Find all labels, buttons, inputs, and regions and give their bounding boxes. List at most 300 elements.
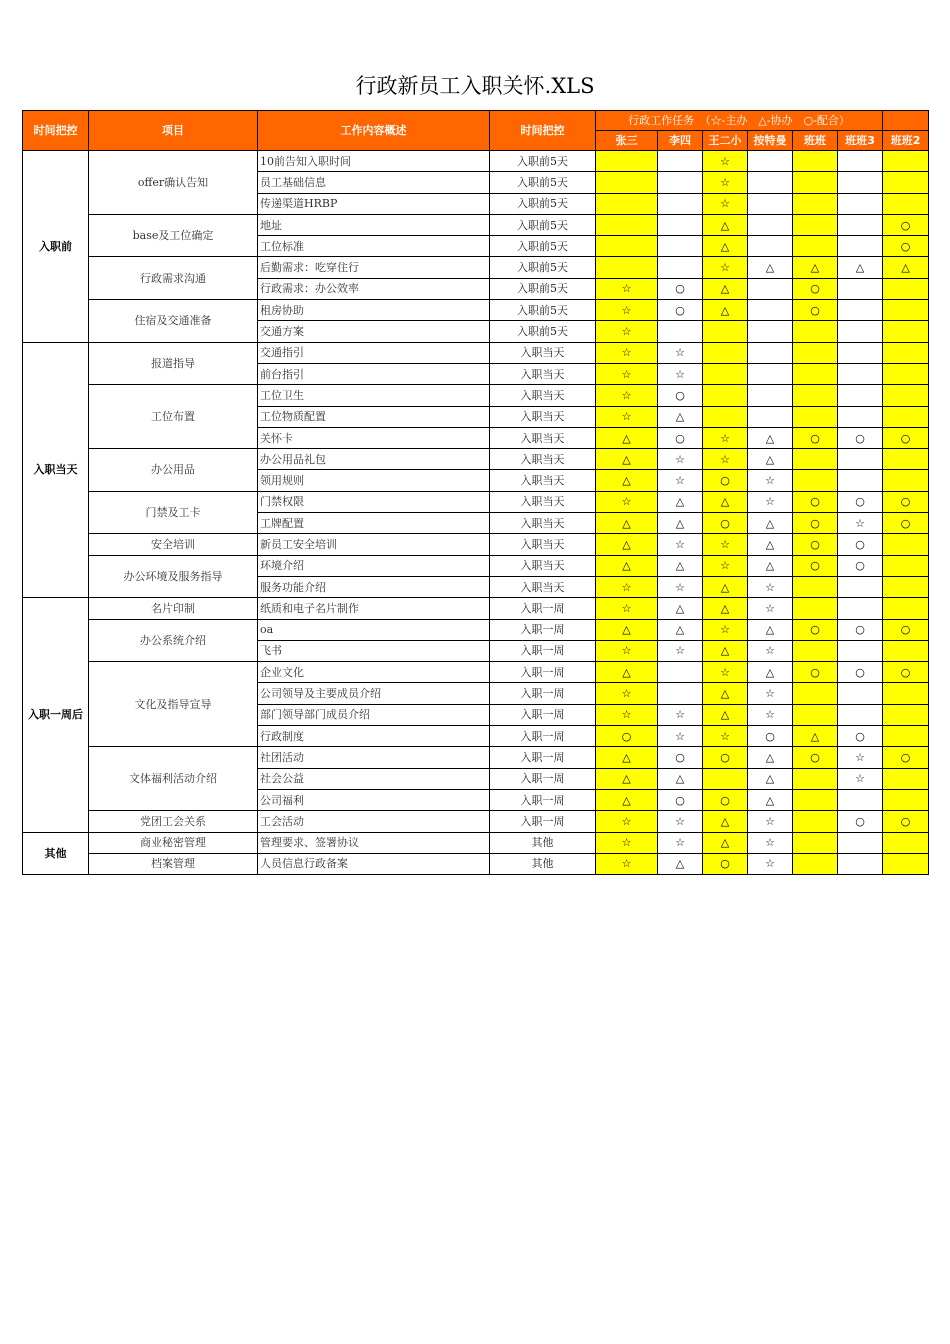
role-mark-cell xyxy=(883,576,929,597)
role-mark-cell: ○ xyxy=(658,747,703,768)
role-mark-cell: ☆ xyxy=(838,513,883,534)
role-mark-cell xyxy=(748,342,793,363)
description-cell: 行政制度 xyxy=(258,726,490,747)
role-mark-cell xyxy=(883,300,929,321)
item-cell: 行政需求沟通 xyxy=(89,257,258,300)
role-mark-cell xyxy=(838,193,883,214)
description-cell: 关怀卡 xyxy=(258,427,490,448)
table-row xyxy=(23,598,929,619)
role-mark-cell xyxy=(703,768,748,789)
role-mark-cell: ☆ xyxy=(596,491,658,512)
role-mark-cell xyxy=(596,236,658,257)
table-row xyxy=(23,214,929,235)
description-cell: 员工基础信息 xyxy=(258,172,490,193)
time-cell: 入职当天 xyxy=(490,427,596,448)
role-mark-cell xyxy=(883,321,929,342)
role-mark-cell xyxy=(883,193,929,214)
role-mark-cell: ○ xyxy=(838,811,883,832)
role-mark-cell xyxy=(883,768,929,789)
header-tasks-legend: 行政工作任务 （☆-主办 △-协办 ○-配合） xyxy=(596,111,883,131)
role-mark-cell xyxy=(793,172,838,193)
role-mark-cell: △ xyxy=(703,300,748,321)
role-mark-cell xyxy=(793,811,838,832)
role-mark-cell: ○ xyxy=(658,385,703,406)
role-mark-cell xyxy=(838,470,883,491)
description-cell: 租房协助 xyxy=(258,300,490,321)
role-mark-cell: △ xyxy=(596,768,658,789)
time-cell: 入职当天 xyxy=(490,449,596,470)
time-cell: 入职一周 xyxy=(490,704,596,725)
time-cell: 入职当天 xyxy=(490,491,596,512)
role-mark-cell xyxy=(883,172,929,193)
header-person: 张三 xyxy=(596,131,658,151)
role-mark-cell xyxy=(748,385,793,406)
item-cell: offer确认告知 xyxy=(89,151,258,215)
role-mark-cell: ○ xyxy=(703,789,748,810)
role-mark-cell xyxy=(793,193,838,214)
role-mark-cell xyxy=(883,278,929,299)
role-mark-cell xyxy=(748,236,793,257)
time-cell: 入职当天 xyxy=(490,363,596,384)
role-mark-cell xyxy=(838,704,883,725)
role-mark-cell: ☆ xyxy=(658,726,703,747)
time-cell: 入职一周 xyxy=(490,619,596,640)
description-cell: 10前告知入职时间 xyxy=(258,151,490,172)
role-mark-cell xyxy=(838,385,883,406)
role-mark-cell xyxy=(838,321,883,342)
table-row xyxy=(23,300,929,321)
stage-cell: 其他 xyxy=(23,832,89,875)
role-mark-cell: ○ xyxy=(838,555,883,576)
role-mark-cell xyxy=(883,151,929,172)
role-mark-cell: ☆ xyxy=(658,832,703,853)
role-mark-cell xyxy=(658,683,703,704)
time-cell: 入职当天 xyxy=(490,534,596,555)
item-cell: 工位布置 xyxy=(89,385,258,449)
role-mark-cell: △ xyxy=(748,534,793,555)
role-mark-cell xyxy=(793,342,838,363)
role-mark-cell xyxy=(883,853,929,874)
item-cell: 档案管理 xyxy=(89,853,258,874)
role-mark-cell: ○ xyxy=(838,491,883,512)
time-cell: 入职一周 xyxy=(490,598,596,619)
header-stage: 时间把控 xyxy=(23,111,89,151)
item-cell: 门禁及工卡 xyxy=(89,491,258,534)
role-mark-cell: ○ xyxy=(838,619,883,640)
time-cell: 入职当天 xyxy=(490,342,596,363)
table-row xyxy=(23,747,929,768)
role-mark-cell: △ xyxy=(596,427,658,448)
role-mark-cell xyxy=(883,406,929,427)
time-cell: 入职当天 xyxy=(490,555,596,576)
time-cell: 入职前5天 xyxy=(490,321,596,342)
role-mark-cell xyxy=(883,555,929,576)
time-cell: 入职当天 xyxy=(490,385,596,406)
role-mark-cell: ☆ xyxy=(596,576,658,597)
role-mark-cell: △ xyxy=(748,789,793,810)
table-row xyxy=(23,151,929,172)
role-mark-cell: △ xyxy=(658,555,703,576)
role-mark-cell: △ xyxy=(748,257,793,278)
role-mark-cell xyxy=(596,151,658,172)
role-mark-cell xyxy=(838,598,883,619)
role-mark-cell xyxy=(658,236,703,257)
role-mark-cell: △ xyxy=(596,534,658,555)
role-mark-cell: ☆ xyxy=(658,363,703,384)
role-mark-cell xyxy=(838,683,883,704)
role-mark-cell xyxy=(703,342,748,363)
time-cell: 入职当天 xyxy=(490,513,596,534)
role-mark-cell xyxy=(793,598,838,619)
header-person: 班班2 xyxy=(883,131,929,151)
table-row xyxy=(23,662,929,683)
role-mark-cell: ☆ xyxy=(703,534,748,555)
header-person: 班班 xyxy=(793,131,838,151)
role-mark-cell: ○ xyxy=(883,662,929,683)
time-cell: 入职前5天 xyxy=(490,172,596,193)
description-cell: 服务功能介绍 xyxy=(258,576,490,597)
role-mark-cell xyxy=(748,321,793,342)
role-mark-cell: △ xyxy=(596,619,658,640)
role-mark-cell: ☆ xyxy=(596,321,658,342)
description-cell: 新员工安全培训 xyxy=(258,534,490,555)
role-mark-cell xyxy=(748,278,793,299)
role-mark-cell: ☆ xyxy=(748,640,793,661)
role-mark-cell xyxy=(596,257,658,278)
role-mark-cell: ☆ xyxy=(748,832,793,853)
role-mark-cell: ☆ xyxy=(748,491,793,512)
role-mark-cell: ☆ xyxy=(596,300,658,321)
role-mark-cell xyxy=(658,214,703,235)
role-mark-cell xyxy=(883,534,929,555)
role-mark-cell xyxy=(748,300,793,321)
role-mark-cell: ☆ xyxy=(596,363,658,384)
role-mark-cell: △ xyxy=(703,704,748,725)
role-mark-cell: ○ xyxy=(883,513,929,534)
role-mark-cell xyxy=(838,640,883,661)
role-mark-cell: ☆ xyxy=(658,704,703,725)
description-cell: 企业文化 xyxy=(258,662,490,683)
item-cell: 办公用品 xyxy=(89,449,258,492)
role-mark-cell: ○ xyxy=(793,300,838,321)
role-mark-cell: △ xyxy=(703,491,748,512)
role-mark-cell xyxy=(793,385,838,406)
onboarding-task-table xyxy=(22,110,929,875)
table-row xyxy=(23,555,929,576)
role-mark-cell: ○ xyxy=(703,470,748,491)
role-mark-cell xyxy=(883,683,929,704)
role-mark-cell: △ xyxy=(596,449,658,470)
role-mark-cell xyxy=(703,385,748,406)
role-mark-cell xyxy=(793,449,838,470)
time-cell: 入职前5天 xyxy=(490,214,596,235)
role-mark-cell: △ xyxy=(596,747,658,768)
role-mark-cell: △ xyxy=(793,726,838,747)
role-mark-cell xyxy=(748,406,793,427)
role-mark-cell: △ xyxy=(748,427,793,448)
role-mark-cell xyxy=(838,789,883,810)
description-cell: 纸质和电子名片制作 xyxy=(258,598,490,619)
role-mark-cell: ○ xyxy=(793,278,838,299)
role-mark-cell: △ xyxy=(658,619,703,640)
role-mark-cell xyxy=(658,321,703,342)
role-mark-cell: △ xyxy=(703,683,748,704)
item-cell: 名片印制 xyxy=(89,598,258,619)
stage-cell: 入职一周后 xyxy=(23,598,89,832)
role-mark-cell: ☆ xyxy=(703,257,748,278)
role-mark-cell xyxy=(658,662,703,683)
time-cell: 入职一周 xyxy=(490,662,596,683)
role-mark-cell xyxy=(748,214,793,235)
role-mark-cell xyxy=(793,683,838,704)
role-mark-cell: ○ xyxy=(703,853,748,874)
header-item: 项目 xyxy=(89,111,258,151)
role-mark-cell xyxy=(793,151,838,172)
role-mark-cell: ○ xyxy=(793,662,838,683)
role-mark-cell: ☆ xyxy=(596,406,658,427)
role-mark-cell: △ xyxy=(596,789,658,810)
item-cell: 报道指导 xyxy=(89,342,258,385)
role-mark-cell xyxy=(748,363,793,384)
time-cell: 入职一周 xyxy=(490,789,596,810)
role-mark-cell: ☆ xyxy=(838,747,883,768)
header-time: 时间把控 xyxy=(490,111,596,151)
role-mark-cell xyxy=(703,363,748,384)
time-cell: 入职一周 xyxy=(490,811,596,832)
header-person: 班班3 xyxy=(838,131,883,151)
role-mark-cell xyxy=(793,640,838,661)
description-cell: 环境介绍 xyxy=(258,555,490,576)
role-mark-cell xyxy=(838,406,883,427)
role-mark-cell: ☆ xyxy=(748,811,793,832)
item-cell: 文化及指导宣导 xyxy=(89,662,258,747)
role-mark-cell: ○ xyxy=(838,662,883,683)
role-mark-cell xyxy=(793,470,838,491)
role-mark-cell: ○ xyxy=(838,427,883,448)
table-row xyxy=(23,449,929,470)
time-cell: 入职当天 xyxy=(490,406,596,427)
time-cell: 入职前5天 xyxy=(490,193,596,214)
role-mark-cell: ☆ xyxy=(748,576,793,597)
role-mark-cell: △ xyxy=(658,853,703,874)
role-mark-cell: △ xyxy=(838,257,883,278)
role-mark-cell: △ xyxy=(596,662,658,683)
role-mark-cell: ○ xyxy=(596,726,658,747)
role-mark-cell xyxy=(703,406,748,427)
role-mark-cell: ☆ xyxy=(658,811,703,832)
role-mark-cell: ☆ xyxy=(703,193,748,214)
role-mark-cell xyxy=(838,342,883,363)
description-cell: 工位卫生 xyxy=(258,385,490,406)
page-title: 行政新员工入职关怀.XLS xyxy=(355,74,595,98)
role-mark-cell xyxy=(748,172,793,193)
item-cell: base及工位确定 xyxy=(89,214,258,257)
role-mark-cell: △ xyxy=(703,236,748,257)
role-mark-cell: ☆ xyxy=(596,683,658,704)
table-row xyxy=(23,257,929,278)
description-cell: 工牌配置 xyxy=(258,513,490,534)
role-mark-cell: ☆ xyxy=(703,555,748,576)
role-mark-cell: △ xyxy=(748,768,793,789)
role-mark-cell: ☆ xyxy=(658,576,703,597)
role-mark-cell xyxy=(658,193,703,214)
role-mark-cell xyxy=(658,172,703,193)
role-mark-cell: △ xyxy=(703,214,748,235)
role-mark-cell: △ xyxy=(596,513,658,534)
role-mark-cell: ○ xyxy=(658,300,703,321)
role-mark-cell xyxy=(838,576,883,597)
role-mark-cell: △ xyxy=(703,832,748,853)
role-mark-cell: △ xyxy=(658,491,703,512)
description-cell: 前台指引 xyxy=(258,363,490,384)
header-person: 王二小 xyxy=(703,131,748,151)
role-mark-cell: ☆ xyxy=(596,704,658,725)
role-mark-cell xyxy=(748,193,793,214)
role-mark-cell: △ xyxy=(596,470,658,491)
role-mark-cell: ○ xyxy=(883,427,929,448)
stage-cell: 入职前 xyxy=(23,151,89,343)
item-cell: 办公系统介绍 xyxy=(89,619,258,662)
role-mark-cell: ☆ xyxy=(596,598,658,619)
header-person: 按特曼 xyxy=(748,131,793,151)
time-cell: 入职一周 xyxy=(490,640,596,661)
role-mark-cell: ○ xyxy=(793,427,838,448)
role-mark-cell: △ xyxy=(748,619,793,640)
role-mark-cell xyxy=(883,704,929,725)
item-cell: 党团工会关系 xyxy=(89,811,258,832)
role-mark-cell: ○ xyxy=(703,513,748,534)
role-mark-cell: △ xyxy=(658,406,703,427)
role-mark-cell xyxy=(883,726,929,747)
role-mark-cell: △ xyxy=(748,449,793,470)
description-cell: 办公用品礼包 xyxy=(258,449,490,470)
role-mark-cell: ○ xyxy=(658,278,703,299)
time-cell: 其他 xyxy=(490,853,596,874)
description-cell: 交通方案 xyxy=(258,321,490,342)
role-mark-cell: ☆ xyxy=(596,385,658,406)
role-mark-cell: ○ xyxy=(703,747,748,768)
role-mark-cell xyxy=(883,832,929,853)
header-person: 李四 xyxy=(658,131,703,151)
role-mark-cell: ☆ xyxy=(838,768,883,789)
role-mark-cell xyxy=(793,704,838,725)
role-mark-cell: ☆ xyxy=(703,449,748,470)
role-mark-cell: ○ xyxy=(658,789,703,810)
role-mark-cell: ☆ xyxy=(596,811,658,832)
role-mark-cell xyxy=(703,321,748,342)
table-row xyxy=(23,811,929,832)
role-mark-cell: ○ xyxy=(748,726,793,747)
role-mark-cell: △ xyxy=(596,555,658,576)
role-mark-cell: ☆ xyxy=(748,683,793,704)
description-cell: 飞书 xyxy=(258,640,490,661)
table-body xyxy=(23,151,929,875)
role-mark-cell xyxy=(793,363,838,384)
role-mark-cell: ☆ xyxy=(703,172,748,193)
role-mark-cell xyxy=(838,449,883,470)
description-cell: 部门领导部门成员介绍 xyxy=(258,704,490,725)
role-mark-cell: ○ xyxy=(793,491,838,512)
role-mark-cell: ☆ xyxy=(703,427,748,448)
role-mark-cell: ☆ xyxy=(703,726,748,747)
item-cell: 办公环境及服务指导 xyxy=(89,555,258,598)
item-cell: 安全培训 xyxy=(89,534,258,555)
description-cell: 传递渠道HRBP xyxy=(258,193,490,214)
time-cell: 入职前5天 xyxy=(490,278,596,299)
time-cell: 入职当天 xyxy=(490,470,596,491)
role-mark-cell: ☆ xyxy=(748,598,793,619)
role-mark-cell xyxy=(838,214,883,235)
role-mark-cell xyxy=(883,342,929,363)
role-mark-cell: ○ xyxy=(883,214,929,235)
time-cell: 其他 xyxy=(490,832,596,853)
role-mark-cell xyxy=(596,172,658,193)
role-mark-cell: △ xyxy=(658,598,703,619)
role-mark-cell: ☆ xyxy=(658,449,703,470)
role-mark-cell: △ xyxy=(748,747,793,768)
role-mark-cell: ○ xyxy=(883,491,929,512)
description-cell: oa xyxy=(258,619,490,640)
role-mark-cell: ○ xyxy=(838,726,883,747)
table-row xyxy=(23,342,929,363)
description-cell: 管理要求、签署协议 xyxy=(258,832,490,853)
time-cell: 入职前5天 xyxy=(490,257,596,278)
time-cell: 入职一周 xyxy=(490,768,596,789)
time-cell: 入职一周 xyxy=(490,683,596,704)
role-mark-cell xyxy=(838,236,883,257)
stage-cell: 入职当天 xyxy=(23,342,89,598)
role-mark-cell xyxy=(658,257,703,278)
role-mark-cell xyxy=(838,832,883,853)
role-mark-cell: ☆ xyxy=(703,662,748,683)
role-mark-cell xyxy=(793,236,838,257)
role-mark-cell xyxy=(596,193,658,214)
item-cell: 住宿及交通准备 xyxy=(89,300,258,343)
table-row xyxy=(23,853,929,874)
role-mark-cell: ☆ xyxy=(748,470,793,491)
role-mark-cell: ☆ xyxy=(748,853,793,874)
role-mark-cell: △ xyxy=(703,576,748,597)
role-mark-cell xyxy=(883,363,929,384)
table-row xyxy=(23,619,929,640)
role-mark-cell: ☆ xyxy=(596,853,658,874)
role-mark-cell xyxy=(838,278,883,299)
role-mark-cell: ☆ xyxy=(748,704,793,725)
role-mark-cell: △ xyxy=(793,257,838,278)
description-cell: 工位标准 xyxy=(258,236,490,257)
role-mark-cell: △ xyxy=(703,811,748,832)
description-cell: 人员信息行政备案 xyxy=(258,853,490,874)
item-cell: 文体福利活动介绍 xyxy=(89,747,258,811)
description-cell: 后勤需求：吃穿住行 xyxy=(258,257,490,278)
role-mark-cell: △ xyxy=(703,598,748,619)
table-row xyxy=(23,534,929,555)
role-mark-cell xyxy=(838,363,883,384)
description-cell: 社团活动 xyxy=(258,747,490,768)
role-mark-cell xyxy=(793,853,838,874)
header-blank xyxy=(883,111,929,131)
role-mark-cell xyxy=(793,321,838,342)
description-cell: 领用规则 xyxy=(258,470,490,491)
description-cell: 工会活动 xyxy=(258,811,490,832)
role-mark-cell xyxy=(883,789,929,810)
table-row xyxy=(23,832,929,853)
description-cell: 社会公益 xyxy=(258,768,490,789)
role-mark-cell xyxy=(838,172,883,193)
role-mark-cell: ○ xyxy=(883,236,929,257)
description-cell: 行政需求：办公效率 xyxy=(258,278,490,299)
role-mark-cell: △ xyxy=(748,662,793,683)
